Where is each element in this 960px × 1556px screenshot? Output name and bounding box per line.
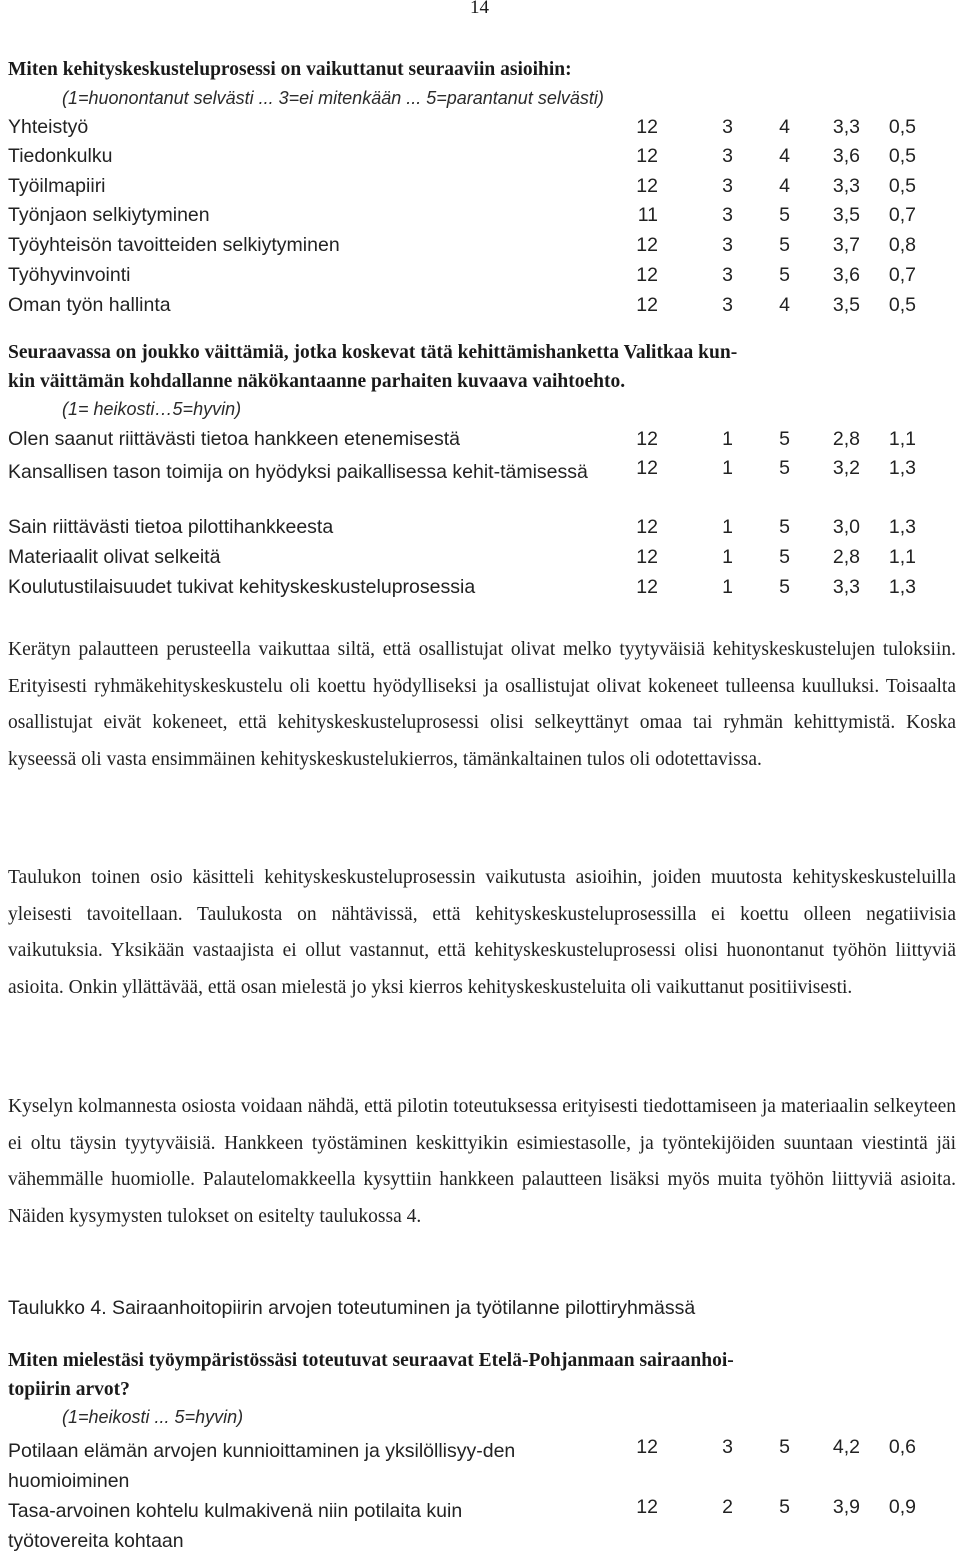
- row-label: Tasa-arvoinen kohtelu kulmakivenä niin potilaita kuin työtovereita kohtaan: [8, 1500, 463, 1552]
- min-value: 1: [722, 576, 733, 598]
- sd-value: 1,1: [888, 546, 916, 568]
- min-value: 3: [722, 145, 733, 167]
- section1-scale: (1=huonontanut selvästi ... 3=ei mitenkään ... 5=parantanut selvästi): [62, 88, 604, 108]
- sd-value: 0,5: [888, 175, 916, 197]
- mean-value: 3,6: [832, 264, 860, 286]
- min-value: 3: [722, 175, 733, 197]
- table-row: [8, 546, 953, 576]
- row-label: Koulutustilaisuudet tukivat kehityskeskusteluprosessia: [8, 576, 476, 598]
- mean-value: 3,6: [832, 145, 860, 167]
- table-row: [8, 516, 953, 546]
- table-row: [8, 428, 953, 458]
- sd-value: 1,3: [888, 516, 916, 538]
- max-value: 4: [779, 145, 790, 167]
- sd-value: 0,5: [888, 116, 916, 138]
- mean-value: 3,7: [832, 234, 860, 256]
- table-caption: Taulukko 4. Sairaanhoitopiirin arvojen toteutuminen ja työtilanne pilottiryhmässä: [8, 1297, 696, 1319]
- min-value: 1: [722, 516, 733, 538]
- mean-value: 2,8: [832, 428, 860, 450]
- row-label: Yhteistyö: [8, 116, 89, 138]
- row-label: Sain riittävästi tietoa pilottihankkeesta: [8, 516, 334, 538]
- sd-value: 0,7: [888, 204, 916, 226]
- table-row: [8, 204, 953, 234]
- max-value: 4: [779, 294, 790, 316]
- body-paragraph: Taulukon toinen osio käsitteli kehityskeskusteluprosessin vaikutusta asioihin, joiden muutosta kehityskeskusteluilla yleisesti tavoitellaan. Taulukosta on nähtävissä, että kehityskeskusteluprosessilla ei koettu olleen negatiivisia vaikutuksia. Yksikään vastaajista ei ollut vastannut, että kehityskeskusteluprosessi olisi huonontanut työhön liittyviä asioita. Onkin yllättävää, että osan mielestä jo yksi kierros kehityskeskusteluita oli vaikuttanut positiivisesti.: [8, 867, 956, 998]
- min-value: 3: [722, 264, 733, 286]
- sd-value: 0,6: [888, 1436, 916, 1458]
- n-value: 12: [636, 234, 658, 256]
- table-row: [8, 116, 953, 146]
- sd-value: 0,8: [888, 234, 916, 256]
- n-value: 12: [636, 428, 658, 450]
- sd-value: 0,7: [888, 264, 916, 286]
- max-value: 5: [779, 428, 790, 450]
- max-value: 5: [779, 457, 790, 479]
- table-row: [8, 457, 953, 517]
- min-value: 3: [722, 116, 733, 138]
- table4-scale: (1=heikosti ... 5=hyvin): [62, 1407, 244, 1427]
- row-label: Tiedonkulku: [8, 145, 113, 167]
- section2-question-line2: kin väittämän kohdallanne näkökantaanne parhaiten kuvaava vaihtoehto.: [8, 371, 626, 392]
- row-label: Materiaalit olivat selkeitä: [8, 546, 221, 568]
- table-row: [8, 264, 953, 294]
- max-value: 5: [779, 234, 790, 256]
- body-paragraph: Kerätyn palautteen perusteella vaikuttaa siltä, että osallistujat olivat melko tyytyväisiä kehityskeskustelujen tuloksiin. Erityisesti ryhmäkehityskeskustelu oli koettu hyödylliseksi ja osallistujat olivat kokeneet tulleensa kuulluksi. Toisaalta osallistujat eivät kokeneet, että kehityskeskusteluprosessi olisi selkeyttänyt omaa tai ryhmän kehittymistä. Koska kyseessä oli vasta ensimmäinen kehityskeskustelukierros, tämänkaltainen tulos oli odotettavissa.: [8, 639, 956, 770]
- row-label: Työyhteisön tavoitteiden selkiytyminen: [8, 234, 340, 256]
- max-value: 5: [779, 1496, 790, 1518]
- mean-value: 3,3: [832, 576, 860, 598]
- row-label: Työilmapiiri: [8, 175, 106, 197]
- row-label: Työnjaon selkiytyminen: [8, 204, 210, 226]
- n-value: 12: [636, 1436, 658, 1458]
- n-value: 12: [636, 546, 658, 568]
- min-value: 3: [722, 234, 733, 256]
- mean-value: 3,2: [832, 457, 860, 479]
- mean-value: 3,3: [832, 175, 860, 197]
- n-value: 12: [636, 1496, 658, 1518]
- min-value: 1: [722, 457, 733, 479]
- min-value: 1: [722, 428, 733, 450]
- row-label: Olen saanut riittävästi tietoa hankkeen etenemisestä: [8, 428, 461, 450]
- n-value: 12: [636, 576, 658, 598]
- page-number: 14: [470, 0, 489, 18]
- table-row: [8, 175, 953, 205]
- sd-value: 0,5: [888, 145, 916, 167]
- n-value: 12: [636, 145, 658, 167]
- mean-value: 3,9: [832, 1496, 860, 1518]
- min-value: 3: [722, 204, 733, 226]
- section1-question: Miten kehityskeskusteluprosessi on vaikuttanut seuraaviin asioihin:: [8, 59, 572, 80]
- min-value: 3: [722, 294, 733, 316]
- sd-value: 0,9: [888, 1496, 916, 1518]
- min-value: 2: [722, 1496, 733, 1518]
- max-value: 5: [779, 576, 790, 598]
- n-value: 12: [636, 116, 658, 138]
- max-value: 5: [779, 1436, 790, 1458]
- table-row: [8, 145, 953, 175]
- min-value: 1: [722, 546, 733, 568]
- max-value: 4: [779, 116, 790, 138]
- table4-question-line1: Miten mielestäsi työympäristössäsi toteutuvat seuraavat Etelä-Pohjanmaan sairaanhoi-: [8, 1350, 734, 1371]
- max-value: 5: [779, 546, 790, 568]
- row-label: Kansallisen tason toimija on hyödyksi paikallisessa kehit-tämisessä: [8, 461, 588, 483]
- mean-value: 3,3: [832, 116, 860, 138]
- table-row: [8, 294, 953, 324]
- table-row: [8, 234, 953, 264]
- section2-question-line1: Seuraavassa on joukko väittämiä, jotka koskevat tätä kehittämishanketta Valitkaa kun-: [8, 342, 738, 363]
- min-value: 3: [722, 1436, 733, 1458]
- n-value: 12: [636, 264, 658, 286]
- table-row: [8, 576, 953, 606]
- n-value: 12: [636, 516, 658, 538]
- sd-value: 1,3: [888, 576, 916, 598]
- n-value: 12: [636, 457, 658, 479]
- mean-value: 4,2: [832, 1436, 860, 1458]
- row-label: Oman työn hallinta: [8, 294, 171, 316]
- sd-value: 0,5: [888, 294, 916, 316]
- mean-value: 3,5: [832, 294, 860, 316]
- mean-value: 3,0: [832, 516, 860, 538]
- section2-scale: (1= heikosti…5=hyvin): [62, 399, 242, 419]
- max-value: 4: [779, 175, 790, 197]
- table4-question-line2: topiirin arvot?: [8, 1379, 130, 1400]
- mean-value: 2,8: [832, 546, 860, 568]
- sd-value: 1,1: [888, 428, 916, 450]
- row-label: Potilaan elämän arvojen kunnioittaminen ja yksilöllisyy-den huomioiminen: [8, 1440, 516, 1492]
- max-value: 5: [779, 204, 790, 226]
- row-label: Työhyvinvointi: [8, 264, 131, 286]
- body-paragraph: Kyselyn kolmannesta osiosta voidaan nähdä, että pilotin toteutuksessa erityisesti tiedottamiseen ja materiaalin selkeyteen ei oltu täysin tyytyväisiä. Hankkeen työstäminen keskittyikin esimiestasolle, ja työntekijöiden suuntaan viestintä jäi vähemmälle huomiolle. Palautelomakkeella kysyttiin hankkeen palautteen lisäksi myös muita työhön liittyviä asioita. Näiden kysymysten tulokset on esitelty taulukossa 4.: [8, 1096, 956, 1227]
- max-value: 5: [779, 516, 790, 538]
- table-row: [8, 1436, 953, 1496]
- n-value: 12: [636, 175, 658, 197]
- n-value: 11: [637, 204, 658, 226]
- mean-value: 3,5: [832, 204, 860, 226]
- table-row: [8, 1496, 953, 1556]
- n-value: 12: [636, 294, 658, 316]
- sd-value: 1,3: [888, 457, 916, 479]
- max-value: 5: [779, 264, 790, 286]
